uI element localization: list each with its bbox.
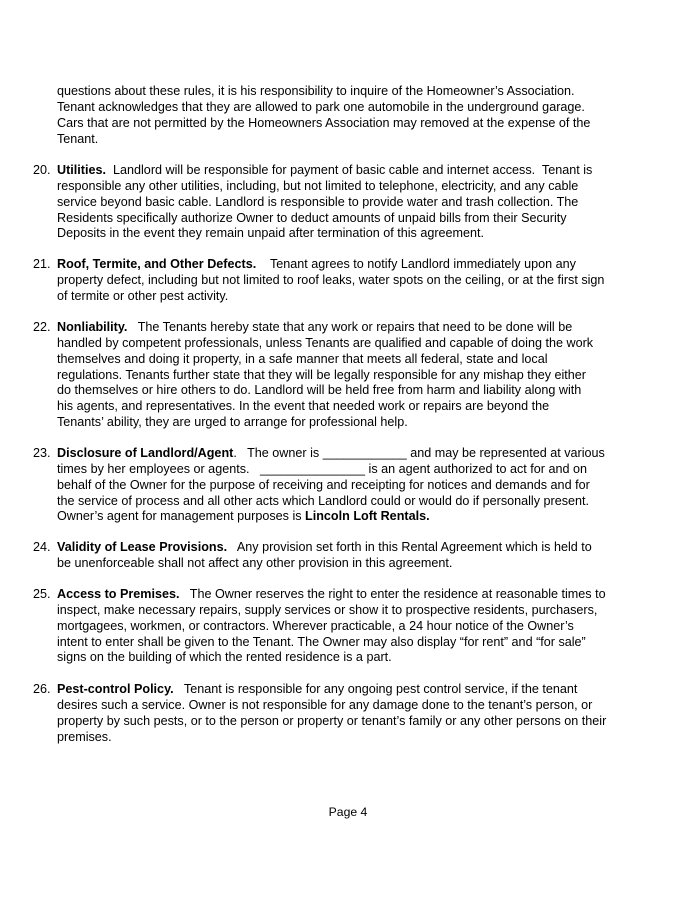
section-heading: Roof, Termite, and Other Defects. — [57, 257, 257, 271]
paragraph-line: do themselves or hire others to do. Landlord will be held free from harm and liability along with — [57, 383, 582, 398]
section-number: 24. — [33, 540, 51, 554]
section-validity — [33, 540, 657, 572]
section-heading: Pest-control Policy. — [57, 682, 174, 696]
agent-label: Owner’s agent for management purposes is — [57, 509, 306, 524]
section-number: 23. — [33, 446, 51, 460]
section-access — [33, 587, 657, 666]
paragraph-line: service beyond basic cable. Landlord is responsible to provide water and trash collection. The — [57, 194, 579, 209]
paragraph-line: Tenant. — [57, 131, 99, 146]
paragraph-line: themselves and doing it property, in a safe manner that meets all federal, state and local — [57, 351, 548, 366]
paragraph-line: inspect, make necessary repairs, supply services or show it to prospective residents, purchasers, — [57, 602, 598, 617]
paragraph-line: premises. — [57, 729, 112, 744]
section-heading: Access to Premises. — [57, 587, 180, 601]
paragraph-line: . The owner is ____________ and may be represented at various — [233, 446, 605, 460]
paragraph-line: Any provision set forth in this Rental Agreement which is held to — [227, 540, 592, 554]
paragraph-line: intent to enter shall be given to the Tenant. The Owner may also display “for rent” and “for sale” — [57, 634, 586, 649]
section-heading: Disclosure of Landlord/Agent — [57, 446, 234, 460]
paragraph-line: Deposits in the event they remain unpaid after termination of this agreement. — [57, 226, 485, 241]
section-heading: Validity of Lease Provisions. — [57, 540, 228, 554]
paragraph-line: of termite or other pest activity. — [57, 288, 229, 303]
paragraph-line: questions about these rules, it is his responsibility to inquire of the Homeowner’s Association. — [57, 84, 575, 98]
paragraph-line: his agents, and representatives. In the event that needed work or repairs are beyond the — [57, 399, 550, 414]
section-heading: Nonliability. — [57, 320, 128, 334]
paragraph-line: Cars that are not permitted by the Homeowners Association may removed at the expense of the — [57, 115, 591, 130]
paragraph-line: behalf of the Owner for the purpose of receiving and receipting for notices and demands and for — [57, 477, 590, 492]
section-number: 26. — [33, 682, 51, 696]
section-number: 25. — [33, 587, 51, 601]
paragraph-line: desires such a service. Owner is not responsible for any damage done to the tenant’s person, or — [57, 697, 593, 712]
agent-name: Lincoln Loft Rentals. — [305, 509, 430, 524]
paragraph-line: the service of process and all other acts which Landlord could or would do if personally present. — [57, 493, 590, 508]
section-heading: Utilities. — [57, 163, 106, 177]
paragraph-line: Tenants’ ability, they are urged to arrange for professional help. — [57, 415, 408, 430]
section-nonliability — [33, 320, 657, 431]
paragraph-line: Tenant acknowledges that they are allowed to park one automobile in the underground garage. — [57, 99, 585, 114]
section-roof-termite — [33, 257, 657, 305]
paragraph-line: regulations. Tenants further state that they will be legally responsible for any mishap they either — [57, 367, 586, 382]
paragraph-line: Landlord will be responsible for payment of basic cable and internet access. Tenant is — [106, 163, 593, 177]
paragraph-line: The Owner reserves the right to enter the residence at reasonable times to — [179, 587, 606, 601]
paragraph-line: Tenant agrees to notify Landlord immediately upon any — [256, 257, 576, 271]
paragraph-line: signs on the building of which the rented residence is a part. — [57, 650, 392, 665]
paragraph-line: responsible any other utilities, including, but not limited to telephone, electricity, and any cable — [57, 178, 579, 193]
paragraph-line: Residents specifically authorize Owner to deduct amounts of unpaid bills from their Security — [57, 210, 567, 225]
section-pest-control — [33, 682, 657, 745]
paragraph-line: property defect, including but not limited to roof leaks, water spots on the ceiling, or at the first sign — [57, 272, 605, 287]
section-disclosure — [33, 446, 657, 525]
intro-paragraph — [57, 84, 657, 147]
paragraph-line: handled by competent professionals, unless Tenants are qualified and capable of doing the work — [57, 335, 594, 350]
paragraph-line: Tenant is responsible for any ongoing pest control service, if the tenant — [173, 682, 578, 696]
section-number: 21. — [33, 257, 51, 271]
section-number: 22. — [33, 320, 51, 334]
section-utilities — [33, 163, 657, 242]
section-number: 20. — [33, 163, 51, 177]
paragraph-line: mortgagees, workmen, or contractors. Wherever practicable, a 24 hour notice of the Owner’s — [57, 618, 574, 633]
paragraph-line: be unenforceable shall not affect any other provision in this agreement. — [57, 555, 453, 570]
paragraph-line: times by her employees or agents. _______________ is an agent authorized to act for and on — [57, 461, 587, 476]
paragraph-line: The Tenants hereby state that any work or repairs that need to be done will be — [127, 320, 573, 334]
page-number: Page 4 — [328, 805, 368, 819]
paragraph-line: property by such pests, or to the person or property or tenant’s family or any other persons on their — [57, 713, 607, 728]
